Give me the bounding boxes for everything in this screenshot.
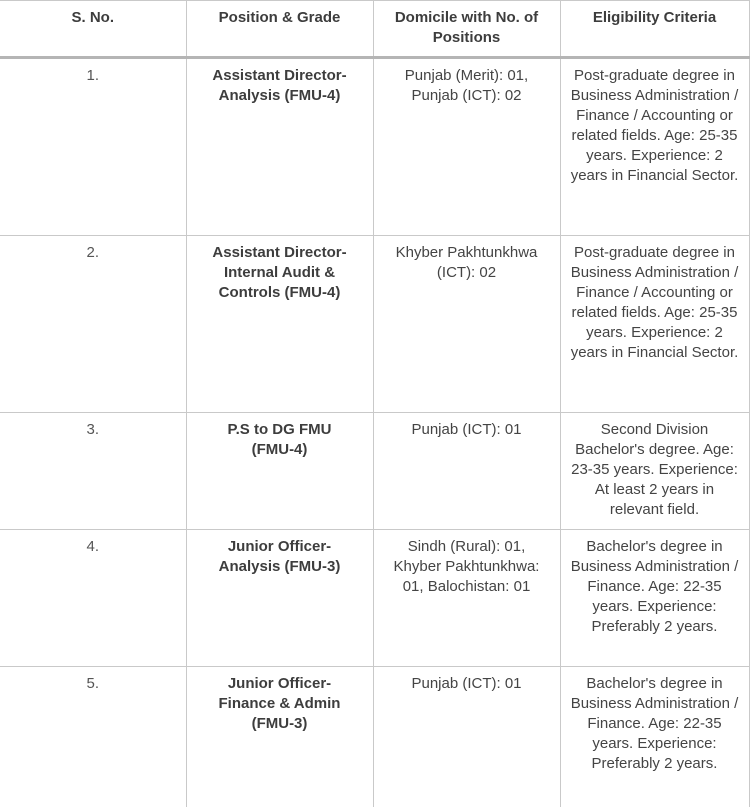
cell-domicile: Khyber Pakhtunkhwa (ICT): 02 bbox=[373, 236, 560, 413]
cell-sno: 3. bbox=[0, 413, 186, 530]
table-row bbox=[0, 413, 749, 530]
cell-sno: 5. bbox=[0, 667, 186, 807]
cell-criteria: Post-graduate degree in Business Administration / Finance / Accounting or related fields. Age: 25-35 years. Experience: 2 years in Financial Sector. bbox=[560, 58, 749, 236]
table-header bbox=[0, 1, 749, 58]
cell-domicile: Sindh (Rural): 01, Khyber Pakhtunkhwa: 01, Balochistan: 01 bbox=[373, 530, 560, 667]
header-criteria: Eligibility Criteria bbox=[560, 1, 749, 58]
cell-sno: 1. bbox=[0, 58, 186, 236]
cell-position: Assistant Director-Analysis (FMU-4) bbox=[186, 58, 373, 236]
table-row bbox=[0, 58, 749, 236]
cell-domicile: Punjab (Merit): 01, Punjab (ICT): 02 bbox=[373, 58, 560, 236]
cell-domicile: Punjab (ICT): 01 bbox=[373, 413, 560, 530]
header-position: Position & Grade bbox=[186, 1, 373, 58]
cell-position: Junior Officer-Analysis (FMU-3) bbox=[186, 530, 373, 667]
cell-criteria: Post-graduate degree in Business Administration / Finance / Accounting or related fields. Age: 25-35 years. Experience: 2 years in Financial Sector. bbox=[560, 236, 749, 413]
table-row bbox=[0, 530, 749, 667]
table-row bbox=[0, 667, 749, 807]
cell-position: Assistant Director-Internal Audit & Controls (FMU-4) bbox=[186, 236, 373, 413]
cell-criteria: Bachelor's degree in Business Administration / Finance. Age: 22-35 years. Experience: Preferably 2 years. bbox=[560, 530, 749, 667]
cell-criteria: Second Division Bachelor's degree. Age: 23-35 years. Experience: At least 2 years in relevant field. bbox=[560, 413, 749, 530]
cell-domicile: Punjab (ICT): 01 bbox=[373, 667, 560, 807]
header-row bbox=[0, 1, 749, 58]
table-body bbox=[0, 58, 749, 807]
cell-criteria: Bachelor's degree in Business Administration / Finance. Age: 22-35 years. Experience: Preferably 2 years. bbox=[560, 667, 749, 807]
cell-position: Junior Officer-Finance & Admin (FMU-3) bbox=[186, 667, 373, 807]
cell-sno: 4. bbox=[0, 530, 186, 667]
header-sno: S. No. bbox=[0, 1, 186, 58]
table-row bbox=[0, 236, 749, 413]
cell-position: P.S to DG FMU (FMU-4) bbox=[186, 413, 373, 530]
header-domicile: Domicile with No. of Positions bbox=[373, 1, 560, 58]
cell-sno: 2. bbox=[0, 236, 186, 413]
